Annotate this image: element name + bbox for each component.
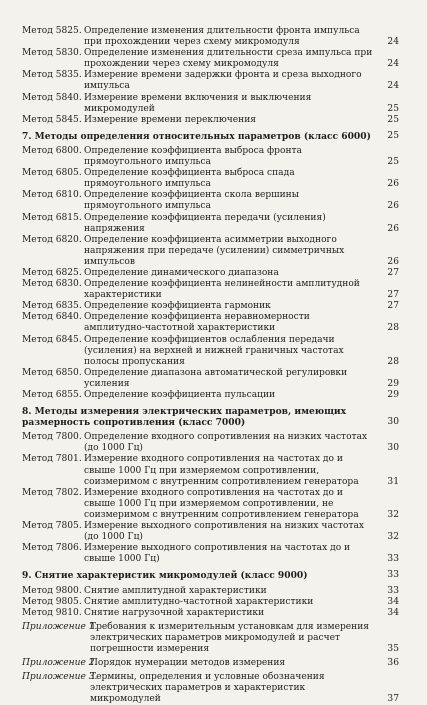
section-title: 7. Методы определения относительных параметров (класс 6000) <box>22 130 371 142</box>
toc-entry <box>22 213 399 235</box>
method-title: Измерение времени переключения <box>84 114 257 125</box>
method-title: Снятие нагрузочной характеристики <box>84 607 265 618</box>
toc-entry <box>22 48 399 70</box>
section-title: 9. Снятие характеристик микромодулей (класс 9000) <box>22 570 308 582</box>
method-title: Определение динамического диапазона <box>84 267 279 278</box>
page-number: 25 <box>387 157 399 168</box>
appendix-entry <box>22 658 399 669</box>
method-number: Метод 5825. <box>22 26 82 36</box>
method-number: Метод 6805. <box>22 168 82 179</box>
toc-entry <box>22 70 399 92</box>
method-number: Метод 9810. <box>22 607 82 618</box>
toc-entry <box>22 432 399 454</box>
method-title: Определение коэффициента неравномерности амплитудно-частотной характеристики <box>84 312 310 334</box>
toc-entry <box>22 26 399 48</box>
section-page-number: 33 <box>387 570 399 581</box>
method-title: Измерение выходного сопротивления на частотах до и свыше 1000 Гц) <box>84 543 351 565</box>
method-title: Измерение выходного сопротивления на низких частотах (до 1000 Гц) <box>84 521 365 543</box>
method-number: Метод 6810. <box>22 190 82 201</box>
method-title: Определение коэффициента пульсации <box>84 390 276 400</box>
method-number: Метод 7801. <box>22 454 82 465</box>
toc-entry <box>22 279 399 301</box>
toc-entry <box>22 335 399 368</box>
toc-entry <box>22 488 399 521</box>
appendix-entry <box>22 622 399 655</box>
page-number: 37 <box>387 694 399 705</box>
section-title: 8. Методы измерения электрических параметров, имеющих размерность сопротивления (класс 7000) <box>22 406 347 429</box>
page-number: 27 <box>387 267 399 278</box>
method-title: Определение коэффициента асимметрии выходного напряжения при передаче (усилении) симметричных импульсов <box>84 234 345 267</box>
toc-entry <box>22 521 399 543</box>
page-number: 25 <box>387 103 399 114</box>
method-number: Метод 6855. <box>22 390 82 400</box>
appendix-title: Требования к измерительным установкам для измерения электрических параметров микромодулей и расчет погрешности измерения <box>90 621 370 654</box>
toc-entry <box>22 543 399 565</box>
toc-entry <box>22 454 399 487</box>
appendix-title: Термины, определения и условные обозначения электрических параметров и характеристик микромодулей <box>90 672 325 705</box>
page-number: 27 <box>387 301 399 312</box>
method-title: Измерение входного сопротивления на частотах до и свыше 1000 Гц при измеряемом сопротивлении, не соизмеримом с внутренним сопротивлением генератора <box>84 487 359 520</box>
method-number: Метод 6835. <box>22 301 82 312</box>
method-title: Определение коэффициента выброса спада прямоугольного импульса <box>84 168 295 190</box>
toc-entry <box>22 235 399 268</box>
method-number: Метод 6815. <box>22 212 82 223</box>
method-number: Метод 6830. <box>22 279 82 290</box>
toc-entry <box>22 586 399 597</box>
method-title: Определение коэффициентов ослабления передачи (усиления) на верхней и нижней граничных частотах полосы пропускания <box>84 334 344 367</box>
method-number: Метод 9805. <box>22 596 82 607</box>
page-number: 30 <box>387 443 399 454</box>
method-number: Метод 6850. <box>22 367 82 378</box>
method-title: Определение диапазона автоматической регулировки усиления <box>84 367 348 389</box>
page-number: 32 <box>387 532 399 543</box>
toc-entry <box>22 190 399 212</box>
toc-entry <box>22 390 399 401</box>
method-number: Метод 5840. <box>22 92 82 103</box>
method-title: Определение изменения длительности фронта импульса при прохождении через схему микромодуля <box>84 26 360 48</box>
page-number: 35 <box>387 643 399 654</box>
method-number: Метод 6820. <box>22 234 82 245</box>
method-title: Измерение времени включения и выключения микромодулей <box>84 92 312 114</box>
page-number: 34 <box>387 596 399 607</box>
section-heading <box>22 131 399 142</box>
toc-entry <box>22 368 399 390</box>
page-number: 24 <box>387 81 399 92</box>
page-number: 26 <box>387 179 399 190</box>
method-title: Определение изменения длительности среза импульса при прохождении через схему микромодуля <box>84 48 373 70</box>
method-title: Определение коэффициента нелинейности амплитудной характеристики <box>84 279 360 301</box>
page-number: 29 <box>387 390 399 400</box>
page-number: 29 <box>387 378 399 389</box>
toc-entry <box>22 597 399 608</box>
method-title: Определение коэффициента скола вершины прямоугольного импульса <box>84 190 299 212</box>
page-number: 26 <box>387 201 399 212</box>
toc-entry <box>22 312 399 334</box>
method-number: Метод 6825. <box>22 267 82 278</box>
page-number: 27 <box>387 290 399 301</box>
toc-entry <box>22 301 399 312</box>
page-number: 36 <box>387 658 399 669</box>
page-number: 33 <box>387 585 399 596</box>
method-title: Определение коэффициента выброса фронта прямоугольного импульса <box>84 145 302 168</box>
section-heading <box>22 570 399 581</box>
toc-entry <box>22 268 399 279</box>
page-number: 24 <box>387 59 399 70</box>
method-number: Метод 5835. <box>22 70 82 81</box>
section-page-number: 30 <box>387 417 399 428</box>
toc-entry <box>22 146 399 168</box>
toc-entry <box>22 93 399 115</box>
toc-entry <box>22 115 399 126</box>
method-title: Определение коэффициента гармоник <box>84 301 271 312</box>
method-number: Метод 6800. <box>22 145 82 156</box>
page-number: 32 <box>387 509 399 520</box>
appendix-entry <box>22 672 399 705</box>
page-number: 25 <box>387 114 399 125</box>
method-number: Метод 7802. <box>22 487 82 498</box>
method-title: Определение коэффициента передачи (усиления) напряжения <box>84 212 326 234</box>
appendix-title: Порядок нумерации методов измерения <box>90 658 286 669</box>
method-number: Метод 5830. <box>22 48 82 59</box>
section-page-number: 25 <box>387 130 399 141</box>
page-number: 31 <box>387 476 399 487</box>
appendix-number: Приложение 2. <box>22 658 98 669</box>
method-number: Метод 7800. <box>22 432 82 443</box>
appendix-number: Приложение 1. <box>22 621 98 632</box>
toc-entry <box>22 168 399 190</box>
page-number: 26 <box>387 223 399 234</box>
method-number: Метод 6845. <box>22 334 82 345</box>
section-heading <box>22 406 399 428</box>
method-number: Метод 6840. <box>22 312 82 323</box>
page-number: 26 <box>387 256 399 267</box>
method-title: Определение входного сопротивления на низких частотах (до 1000 Гц) <box>84 432 368 454</box>
method-number: Метод 7806. <box>22 543 82 554</box>
toc-entry <box>22 608 399 619</box>
page-number: 24 <box>387 37 399 48</box>
method-title: Снятие амплитудно-частотной характеристики <box>84 596 314 607</box>
method-title: Измерение входного сопротивления на частотах до и свыше 1000 Гц при измеряемом сопротивлении, соизмеримом с внутренним сопротивлением генератора <box>84 454 359 487</box>
method-number: Метод 5845. <box>22 114 82 125</box>
page-number: 33 <box>387 554 399 565</box>
page-number: 28 <box>387 356 399 367</box>
method-number: Метод 9800. <box>22 585 82 596</box>
page-number: 28 <box>387 323 399 334</box>
method-title: Снятие амплитудной характеристики <box>84 585 267 596</box>
method-title: Измерение времени задержки фронта и среза выходного импульса <box>84 70 362 92</box>
appendix-number: Приложение 3. <box>22 672 98 683</box>
method-number: Метод 7805. <box>22 521 82 532</box>
page-number: 34 <box>387 607 399 618</box>
